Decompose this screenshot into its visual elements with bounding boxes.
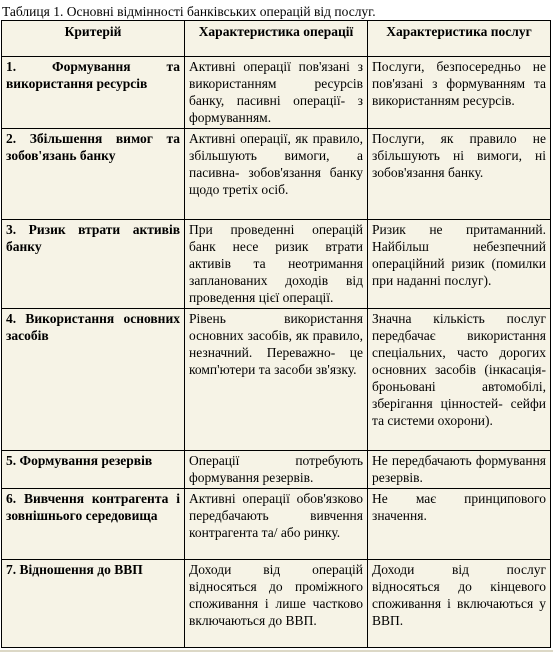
table-row — [2, 220, 551, 309]
operations-cell: Доходи від операцій відносяться до проміжного споживання і лише частково включаються до ВВП. — [185, 560, 368, 648]
table-row — [2, 451, 551, 489]
criterion-cell: 7. Відношення до ВВП — [2, 560, 185, 648]
table-header-row — [2, 21, 551, 57]
services-cell: Послуги, як правило не збільшують ні вимоги, ні зобов'язання банку. — [368, 129, 551, 220]
criterion-cell: 5. Формування резервів — [2, 451, 185, 489]
criterion-cell: 4. Використання основних засобів — [2, 309, 185, 451]
operations-cell: Рівень використання основних засобів, як правило, незначний. Переважно- це комп'ютери та засоби зв'язку. — [185, 309, 368, 451]
criterion-cell: 6. Вивчення контрагента і зовнішнього середовища — [2, 489, 185, 560]
operations-cell: Активні операції пов'язані з використанням ресурсів банку, пасивні операції- з формуванням. — [185, 57, 368, 129]
criterion-cell: 1. Формування та використання ресурсів — [2, 57, 185, 129]
criterion-cell: 3. Ризик втрати активів банку — [2, 220, 185, 309]
table-row — [2, 489, 551, 560]
operations-cell: При проведенні операцій банк несе ризик втрати активів та неотримання запланованих доходів від проведення цієї операції. — [185, 220, 368, 309]
services-cell: Не передбачають формування резервів. — [368, 451, 551, 489]
services-cell: Значна кількість послуг передбачає використання спеціальних, часто дорогих основних засобів (інкасація- броньовані автомобілі, зберігання цінностей- сейфи та системи охорони). — [368, 309, 551, 451]
header-operations: Характеристика операції — [185, 21, 368, 57]
operations-cell: Активні операції обов'язково передбачають вивчення контрагента та/ або ринку. — [185, 489, 368, 560]
operations-cell: Операції потребують формування резервів. — [185, 451, 368, 489]
table-row — [2, 309, 551, 451]
table-row — [2, 129, 551, 220]
criterion-cell: 2. Збільшення вимог та зобов'язань банку — [2, 129, 185, 220]
header-services: Характеристика послуг — [368, 21, 551, 57]
comparison-table — [1, 20, 551, 648]
header-criterion: Критерій — [2, 21, 185, 57]
table-row — [2, 560, 551, 648]
page-bottom-divider — [0, 650, 553, 652]
services-cell: Послуги, безпосередньо не пов'язані з формуванням та використанням ресурсів. — [368, 57, 551, 129]
table-caption: Таблиця 1. Основні відмінності банківських операцій від послуг. — [2, 4, 376, 19]
services-cell: Доходи від послуг відносяться до кінцевого споживання і включаються у ВВП. — [368, 560, 551, 648]
services-cell: Ризик не притаманний. Найбільш небезпечний операційний ризик (помилки при наданні послуг). — [368, 220, 551, 309]
operations-cell: Активні операції, як правило, збільшують вимоги, а пасивна- зобов'язання банку щодо третіх осіб. — [185, 129, 368, 220]
services-cell: Не має принципового значення. — [368, 489, 551, 560]
table-row — [2, 57, 551, 129]
